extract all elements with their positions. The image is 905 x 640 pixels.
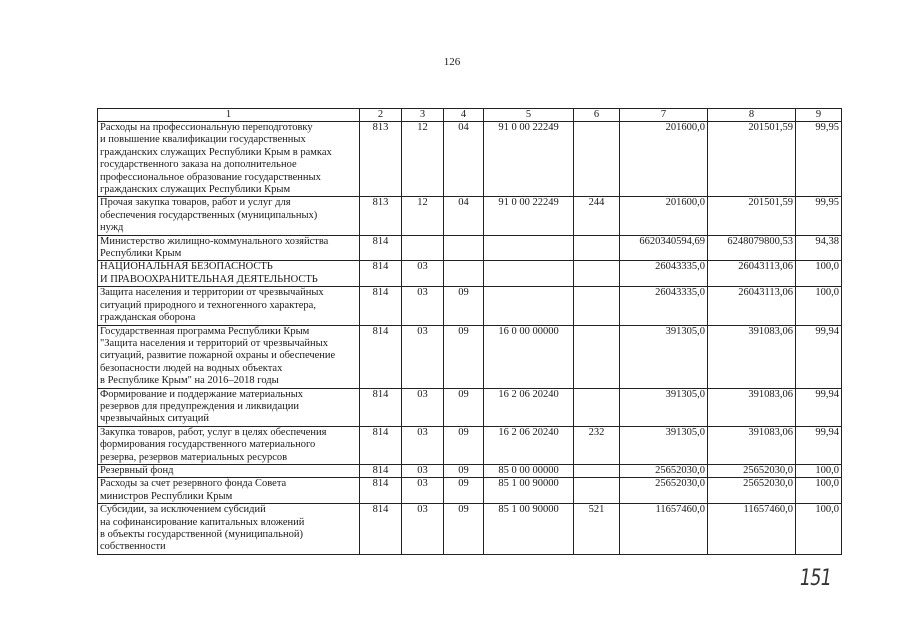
cell-ministry: 813 [360, 122, 402, 197]
cell-subsection: 04 [444, 122, 484, 197]
cell-target-code [484, 261, 574, 287]
cell-actual: 201501,59 [708, 197, 796, 235]
cell-actual: 25652030,0 [708, 464, 796, 477]
cell-actual: 26043113,06 [708, 261, 796, 287]
col-header: 8 [708, 109, 796, 122]
cell-subsection: 04 [444, 197, 484, 235]
cell-ministry: 814 [360, 235, 402, 261]
cell-planned: 391305,0 [620, 388, 708, 426]
row-name: Субсидии, за исключением субсидий на софинансирование капитальных вложений в объекты государственной (муниципальной) собственности [98, 504, 360, 555]
cell-ministry: 814 [360, 261, 402, 287]
cell-subsection: 09 [444, 388, 484, 426]
cell-subsection [444, 261, 484, 287]
cell-section: 03 [402, 388, 444, 426]
page-number: 126 [443, 56, 461, 68]
cell-planned: 6620340594,69 [620, 235, 708, 261]
cell-expense-type [574, 287, 620, 325]
cell-percent: 99,95 [796, 122, 842, 197]
cell-actual: 391083,06 [708, 388, 796, 426]
table-row [98, 235, 842, 261]
cell-target-code: 85 1 00 90000 [484, 504, 574, 555]
table-row [98, 504, 842, 555]
cell-actual: 25652030,0 [708, 478, 796, 504]
cell-section [402, 235, 444, 261]
cell-target-code [484, 235, 574, 261]
table-row [98, 478, 842, 504]
col-header: 5 [484, 109, 574, 122]
cell-ministry: 814 [360, 478, 402, 504]
cell-percent: 99,94 [796, 325, 842, 388]
cell-target-code: 91 0 00 22249 [484, 122, 574, 197]
cell-expense-type [574, 122, 620, 197]
cell-percent: 100,0 [796, 504, 842, 555]
cell-expense-type [574, 325, 620, 388]
cell-target-code [484, 287, 574, 325]
cell-section: 03 [402, 478, 444, 504]
table-row [98, 261, 842, 287]
row-name: Прочая закупка товаров, работ и услуг для обеспечения государственных (муниципальных) нужд [98, 197, 360, 235]
cell-planned: 391305,0 [620, 325, 708, 388]
cell-actual: 11657460,0 [708, 504, 796, 555]
cell-target-code: 85 0 00 00000 [484, 464, 574, 477]
cell-subsection: 09 [444, 287, 484, 325]
cell-expense-type: 521 [574, 504, 620, 555]
cell-actual: 201501,59 [708, 122, 796, 197]
row-name: Закупка товаров, работ, услуг в целях обеспечения формирования государственного материального резерва, резервов материальных ресурсов [98, 426, 360, 464]
col-header: 2 [360, 109, 402, 122]
cell-section: 03 [402, 464, 444, 477]
cell-ministry: 814 [360, 388, 402, 426]
cell-expense-type [574, 478, 620, 504]
cell-percent: 99,94 [796, 426, 842, 464]
cell-target-code: 16 2 06 20240 [484, 426, 574, 464]
cell-section: 03 [402, 287, 444, 325]
col-header: 1 [98, 109, 360, 122]
cell-subsection: 09 [444, 325, 484, 388]
cell-expense-type [574, 235, 620, 261]
cell-planned: 201600,0 [620, 197, 708, 235]
row-name: НАЦИОНАЛЬНАЯ БЕЗОПАСНОСТЬ И ПРАВООХРАНИТЕЛЬНАЯ ДЕЯТЕЛЬНОСТЬ [98, 261, 360, 287]
budget-table [97, 108, 842, 555]
row-name: Министерство жилищно-коммунального хозяйства Республики Крым [98, 235, 360, 261]
cell-ministry: 814 [360, 464, 402, 477]
cell-expense-type [574, 388, 620, 426]
cell-section: 03 [402, 325, 444, 388]
cell-section: 03 [402, 261, 444, 287]
cell-planned: 26043335,0 [620, 261, 708, 287]
cell-subsection: 09 [444, 426, 484, 464]
cell-section: 12 [402, 122, 444, 197]
cell-target-code: 91 0 00 22249 [484, 197, 574, 235]
cell-section: 03 [402, 504, 444, 555]
table-row [98, 464, 842, 477]
cell-ministry: 814 [360, 325, 402, 388]
cell-ministry: 814 [360, 287, 402, 325]
cell-planned: 201600,0 [620, 122, 708, 197]
row-name: Резервный фонд [98, 464, 360, 477]
table-row [98, 426, 842, 464]
cell-ministry: 813 [360, 197, 402, 235]
header-row [98, 109, 842, 122]
cell-planned: 391305,0 [620, 426, 708, 464]
cell-percent: 100,0 [796, 478, 842, 504]
cell-actual: 391083,06 [708, 325, 796, 388]
cell-percent: 100,0 [796, 261, 842, 287]
cell-subsection: 09 [444, 478, 484, 504]
cell-planned: 11657460,0 [620, 504, 708, 555]
cell-expense-type: 244 [574, 197, 620, 235]
cell-subsection: 09 [444, 504, 484, 555]
cell-expense-type [574, 261, 620, 287]
cell-subsection: 09 [444, 464, 484, 477]
table-row [98, 388, 842, 426]
cell-actual: 391083,06 [708, 426, 796, 464]
table-row [98, 325, 842, 388]
cell-planned: 25652030,0 [620, 478, 708, 504]
row-name: Расходы на профессиональную переподготовку и повышение квалификации государственных гражданских служащих Республики Крым в рамках государственного заказа на дополнительное профессиональное образование государственных гражданских служащих Республики Крым [98, 122, 360, 197]
cell-expense-type: 232 [574, 426, 620, 464]
cell-ministry: 814 [360, 426, 402, 464]
row-name: Расходы за счет резервного фонда Совета министров Республики Крым [98, 478, 360, 504]
cell-percent: 99,94 [796, 388, 842, 426]
handwritten-page-number: 151 [799, 566, 832, 591]
cell-target-code: 16 2 06 20240 [484, 388, 574, 426]
cell-percent: 100,0 [796, 287, 842, 325]
col-header: 3 [402, 109, 444, 122]
col-header: 4 [444, 109, 484, 122]
cell-section: 03 [402, 426, 444, 464]
cell-percent: 94,38 [796, 235, 842, 261]
cell-planned: 26043335,0 [620, 287, 708, 325]
row-name: Государственная программа Республики Крым "Защита населения и территорий от чрезвычайных ситуаций, развитие пожарной охраны и обеспечение безопасности людей на водных объектах в Республике Крым" на 2016–2018 годы [98, 325, 360, 388]
cell-actual: 26043113,06 [708, 287, 796, 325]
cell-percent: 100,0 [796, 464, 842, 477]
cell-expense-type [574, 464, 620, 477]
cell-subsection [444, 235, 484, 261]
cell-ministry: 814 [360, 504, 402, 555]
col-header: 7 [620, 109, 708, 122]
table-row [98, 287, 842, 325]
cell-planned: 25652030,0 [620, 464, 708, 477]
cell-section: 12 [402, 197, 444, 235]
row-name: Защита населения и территории от чрезвычайных ситуаций природного и техногенного характера, гражданская оборона [98, 287, 360, 325]
cell-percent: 99,95 [796, 197, 842, 235]
col-header: 9 [796, 109, 842, 122]
cell-target-code: 16 0 00 00000 [484, 325, 574, 388]
table-row [98, 122, 842, 197]
cell-target-code: 85 1 00 90000 [484, 478, 574, 504]
table-row [98, 197, 842, 235]
col-header: 6 [574, 109, 620, 122]
row-name: Формирование и поддержание материальных резервов для предупреждения и ликвидации чрезвычайных ситуаций [98, 388, 360, 426]
cell-actual: 6248079800,53 [708, 235, 796, 261]
